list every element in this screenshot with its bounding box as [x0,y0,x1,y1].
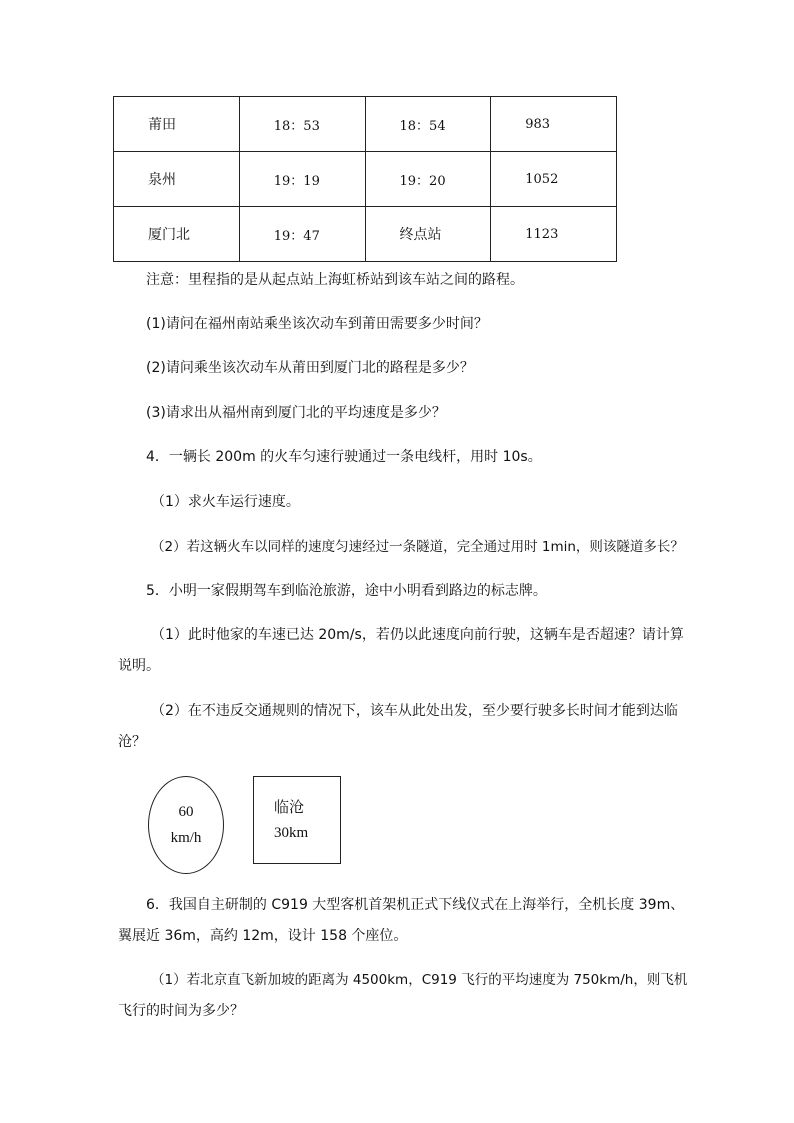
question-6-stem-line-1: 6．我国自主研制的 C919 大型客机首架机正式下线仪式在上海举行，全机长度 39m、 [146,897,685,913]
mileage-cell: 1123 [491,207,617,262]
question-5-sub-2-line-1: （2）在不违反交通规则的情况下，该车从此处出发，至少要行驶多长时间才能到达临 [151,703,678,719]
question-4-sub-1: （1）求火车运行速度。 [151,494,300,510]
table-row [114,152,617,207]
table-row [114,97,617,152]
question-3-sub-1: (1)请问在福州南站乘坐该次动车到莆田需要多少时间？ [146,316,488,332]
depart-time-cell: 18：54 [365,97,491,152]
distance-sign-value: 30km [274,825,309,841]
station-cell: 泉州 [114,152,240,207]
question-3-sub-2: (2)请问乘坐该次动车从莆田到厦门北的路程是多少？ [146,360,474,376]
depart-time-cell: 终点站 [365,207,491,262]
distance-sign [253,776,341,864]
question-6-stem-line-2: 翼展近 36m，高约 12m，设计 158 个座位。 [118,928,408,944]
speed-limit-unit: km/h [170,830,202,846]
question-5-sub-1-line-2: 说明。 [118,658,160,674]
mileage-cell: 1052 [491,152,617,207]
question-4-sub-2: （2）若这辆火车以同样的速度匀速经过一条隧道，完全通过用时 1min，则该隧道多长？ [151,539,684,555]
question-5-stem: 5．小明一家假期驾车到临沧旅游，途中小明看到路边的标志牌。 [146,583,547,599]
table-row [114,207,617,262]
distance-sign-place: 临沧 [274,798,305,816]
question-5-sub-2-line-2: 沧？ [118,734,146,750]
question-6-sub-1-line-2: 飞行的时间为多少？ [118,1003,244,1019]
question-4-stem: 4．一辆长 200m 的火车匀速行驶通过一条电线杆，用时 10s。 [146,449,542,465]
arrive-time-cell: 19：19 [239,152,365,207]
question-5-sub-1-line-1: （1）此时他家的车速已达 20m/s，若仍以此速度向前行驶，这辆车是否超速？请计算 [151,627,684,643]
train-timetable [113,96,617,262]
speed-limit-sign [148,776,224,874]
question-3-sub-3: (3)请求出从福州南到厦门北的平均速度是多少？ [146,405,446,421]
question-6-sub-1-line-1: （1）若北京直飞新加坡的距离为 4500km，C919 飞行的平均速度为 750km/h，则飞机 [151,972,688,988]
station-cell: 厦门北 [114,207,240,262]
station-cell: 莆田 [114,97,240,152]
depart-time-cell: 19：20 [365,152,491,207]
table-note: 注意：里程指的是从起点站上海虹桥站到该车站之间的路程。 [146,272,524,288]
speed-limit-value: 60 [178,804,194,820]
arrive-time-cell: 18：53 [239,97,365,152]
arrive-time-cell: 19：47 [239,207,365,262]
mileage-cell: 983 [491,97,617,152]
